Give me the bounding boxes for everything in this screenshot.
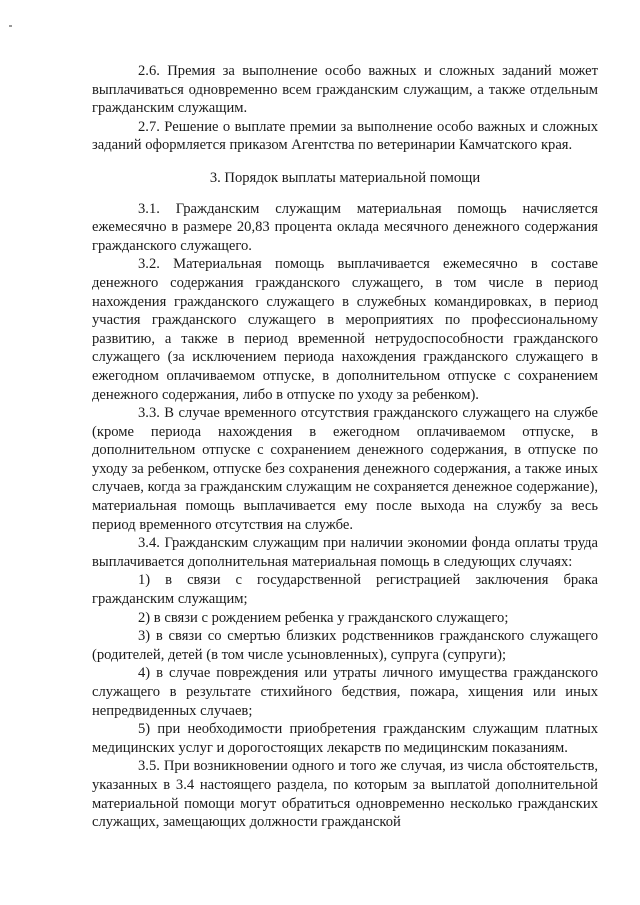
- paragraph-3-3: 3.3. В случае временного отсутствия гражданского служащего на службе (кроме периода нахождения в ежегодном оплачиваемом отпуске, в дополнительном отпуске с сохранением денежного содержания, в отпуске по уходу за ребенком, отпуске без сохранения денежного содержания, а также иных случаев, когда за гражданским служащим не сохраняется денежное содержание), материальная помощь выплачивается ему после выхода на службу за весь период временного отсутствия на службе.: [92, 405, 598, 533]
- document-body: [92, 62, 598, 832]
- paragraph-2-6: 2.6. Премия за выполнение особо важных и сложных заданий может выплачиваться одновременно всем гражданским служащим, а также отдельным гражданским служащим.: [92, 63, 598, 117]
- scan-mark: [9, 25, 12, 27]
- list-item-3: 3) в связи со смертью близких родственников гражданского служащего (родителей, детей (в том числе усыновленных), супруга (супруги);: [92, 628, 598, 663]
- paragraph-3-2: 3.2. Материальная помощь выплачивается ежемесячно в составе денежного содержания гражданского служащего, в том числе в период нахождения гражданского служащего в служебных командировках, в период участия гражданского служащего в мероприятиях по профессиональному развитию, а также в период временной нетрудоспособности гражданского служащего (за исключением периода нахождения гражданского служащего в ежегодном оплачиваемом отпуске, в дополнительном отпуске с сохранением денежного содержания, либо в отпуске по уходу за ребенком).: [92, 256, 598, 403]
- paragraph-3-4: 3.4. Гражданским служащим при наличии экономии фонда оплаты труда выплачивается дополнительная материальная помощь в следующих случаях:: [92, 535, 598, 570]
- list-item-2: 2) в связи с рождением ребенка у гражданского служащего;: [138, 609, 509, 626]
- paragraph-3-5: 3.5. При возникновении одного и того же случая, из числа обстоятельств, указанных в 3.4 настоящего раздела, по которым за выплатой дополнительной материальной помощи могут обратиться одновременно несколько гражданских служащих, замещающих должности гражданской: [92, 758, 598, 831]
- list-item-5: 5) при необходимости приобретения гражданским служащим платных медицинских услуг и дорогостоящих лекарств по медицинским показаниям.: [92, 721, 598, 756]
- paragraph-2-7: 2.7. Решение о выплате премии за выполнение особо важных и сложных заданий оформляется приказом Агентства по ветеринарии Камчатского края.: [92, 118, 598, 154]
- list-item-4: 4) в случае повреждения или утраты личного имущества гражданского служащего в результате стихийного бедствия, пожара, хищения или иных непредвиденных случаев;: [92, 665, 598, 719]
- section-heading: 3. Порядок выплаты материальной помощи: [209, 169, 481, 186]
- paragraph-3-1: 3.1. Гражданским служащим материальная помощь начисляется ежемесячно в размере 20,83 процента оклада месячного денежного содержания гражданского служащего.: [92, 200, 598, 254]
- list-item-1: 1) в связи с государственной регистрацией заключения брака гражданским служащим;: [92, 572, 598, 608]
